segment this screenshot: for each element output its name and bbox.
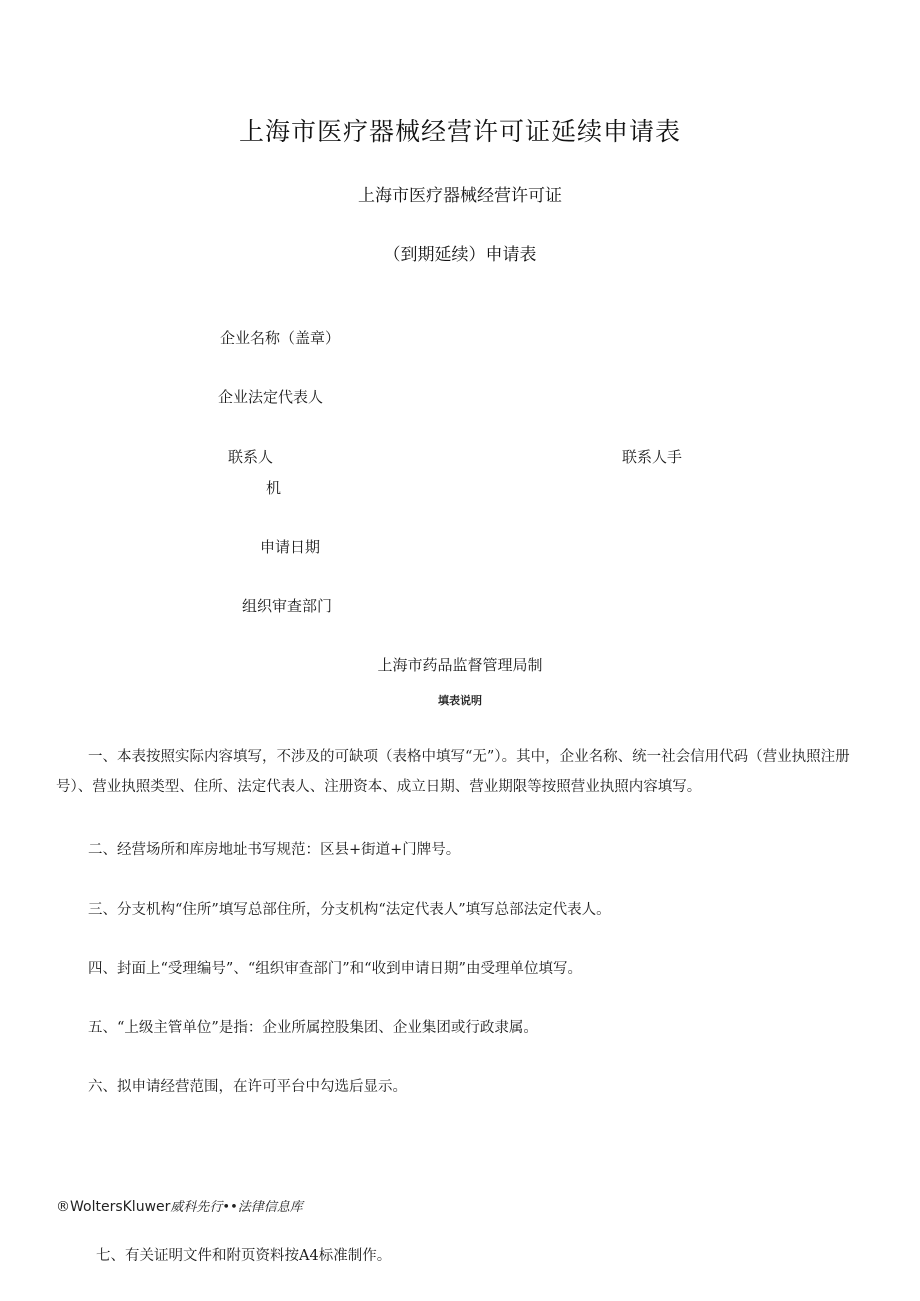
footer-brand-cn: 威科先行••法律信息库 (170, 1200, 303, 1215)
legal-representative-label: 企业法定代表人 (218, 388, 324, 406)
instruction-item-4: 四、封面上“受理编号”、“组织审查部门”和“收到申请日期”由受理单位填写。 (88, 961, 582, 977)
footer-watermark (56, 1196, 303, 1215)
instruction-item-6: 六、拟申请经营范围，在许可平台中勾选后显示。 (88, 1079, 407, 1095)
instructions-heading: 填表说明 (438, 694, 482, 707)
instruction-item-3: 三、分支机构“住所”填写总部住所，分支机构“法定代表人”填写总部法定代表人。 (88, 902, 611, 918)
issuer-line: 上海市药品监督管理局制 (377, 656, 543, 674)
document-subtitle-line2: （到期延续）申请表 (383, 245, 537, 265)
instruction-item-7: 七、有关证明文件和附页资料按A4标准制作。 (96, 1248, 392, 1264)
footer-brand: ®WoltersKluwer (56, 1199, 171, 1215)
apply-date-label: 申请日期 (260, 538, 321, 556)
contact-phone-label-part2: 机 (266, 479, 282, 497)
review-department-label: 组织审查部门 (242, 597, 333, 615)
document-title: 上海市医疗器械经营许可证延续申请表 (238, 117, 681, 146)
instruction-item-5: 五、“上级主管单位”是指：企业所属控股集团、企业集团或行政隶属。 (88, 1020, 538, 1036)
instruction-item-1: 一、本表按照实际内容填写，不涉及的可缺项（表格中填写“无”）。其中，企业名称、统一社会信用代码（营业执照注册号）、营业执照类型、住所、法定代表人、注册资本、成立日期、营业期限等按照营业执照内容填写。 (56, 749, 850, 795)
instruction-item-2: 二、经营场所和库房地址书写规范：区县+街道+门牌号。 (88, 842, 461, 858)
contact-person-label: 联系人 (228, 448, 274, 466)
company-name-label: 企业名称（盖章） (220, 329, 341, 347)
contact-phone-label-part1: 联系人手 (622, 448, 683, 466)
document-subtitle-line1: 上海市医疗器械经营许可证 (358, 186, 562, 206)
